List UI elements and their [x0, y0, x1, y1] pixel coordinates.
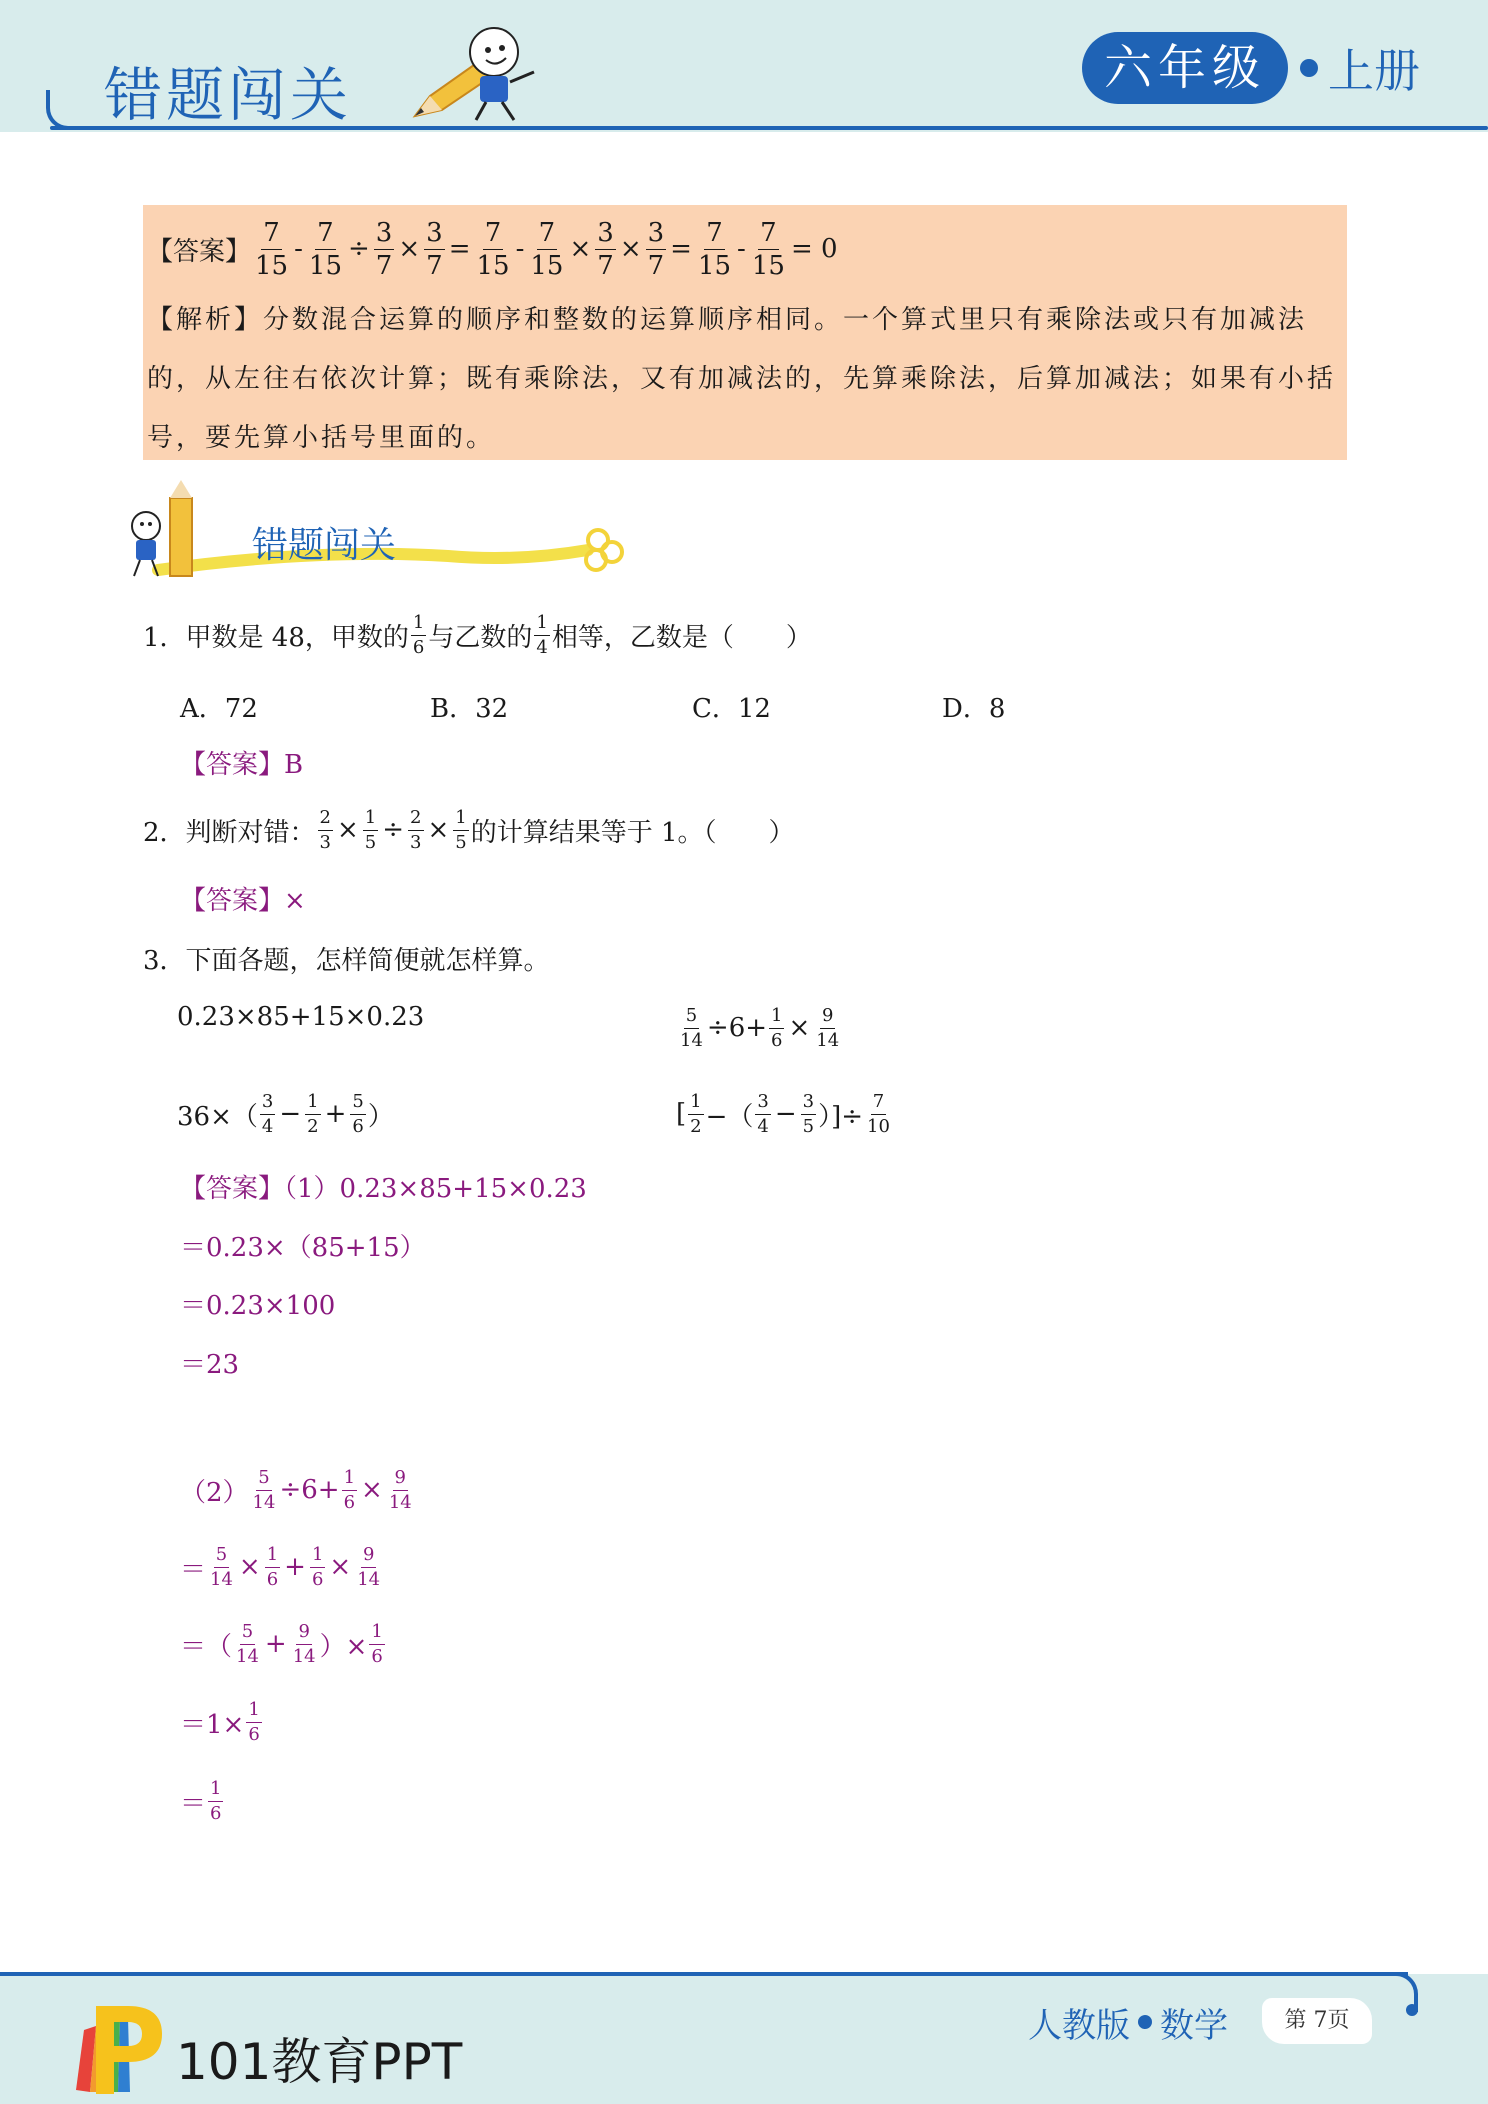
- edition-label: 人教版: [1028, 2005, 1130, 2046]
- fraction: $\frac{7}{15}$: [476, 217, 510, 281]
- fraction: $\frac{7}{15}$: [530, 217, 564, 281]
- answer-q3-line: ＝（ $\frac{5}{14}$ + $\frac{9}{14}$ ）× $\frac{1}{6}$: [180, 1620, 383, 1667]
- answer-q3-line: ＝ $\frac{5}{14}$ × $\frac{1}{6}$ + $\frac{1}{6}$ × $\frac{9}{14}$: [180, 1543, 381, 1590]
- choice-c: C．12: [692, 694, 771, 724]
- answer-expression: 【答案】 $\frac{7}{15}$ - $\frac{7}{15}$ ÷ $\frac{3}{7}$ × $\frac{3}{7}$ = $\frac{7}{15}$ - $\frac{7}{15}$ × $\frac{3}{7}$ × $\frac{3}{7}$ = $\frac{7}{15}$ - $\frac{7}{15}$ = 0: [147, 217, 838, 281]
- fraction: $\frac{1}{6}$: [266, 1543, 279, 1590]
- answer-q3-line: ＝0.23×100: [180, 1291, 336, 1321]
- brand-name: 101教育PPT: [176, 2033, 463, 2091]
- grade-label: 六年级: [1082, 32, 1288, 104]
- subject-label: 数学: [1160, 2005, 1228, 2046]
- fraction: $\frac{7}{15}$: [751, 217, 785, 281]
- fraction: $\frac{7}{15}$: [308, 217, 342, 281]
- fraction: $\frac{1}{2}$: [690, 1090, 702, 1137]
- fraction: $\frac{3}{7}$: [647, 217, 665, 281]
- fraction: $\frac{1}{4}$: [536, 611, 548, 658]
- choice-d: D．8: [942, 694, 1006, 724]
- fraction: $\frac{1}{6}$: [371, 1620, 383, 1667]
- separator-dot-icon: [1138, 2015, 1152, 2029]
- fraction: $\frac{3}{5}$: [802, 1090, 815, 1137]
- fraction: $\frac{1}{2}$: [307, 1090, 319, 1137]
- volume-label: 上册: [1328, 44, 1421, 98]
- expr-4: [ $\frac{1}{2}$ −（ $\frac{3}{4}$ − $\frac{3}{5}$ ）]÷ $\frac{7}{10}$: [676, 1090, 890, 1137]
- fraction: $\frac{1}{5}$: [364, 806, 377, 853]
- footer-rule: [0, 1972, 1408, 1976]
- pencil-mascot-icon: [410, 18, 550, 124]
- question-2: 2．判断对错： $\frac{2}{3}$ × $\frac{1}{5}$ ÷ $\frac{2}{3}$ × $\frac{1}{5}$ 的计算结果等于 1。（ ）: [143, 806, 795, 853]
- answer-q3-line: （2） $\frac{5}{14}$ ÷6+ $\frac{1}{6}$ × $\frac{9}{14}$: [180, 1466, 412, 1513]
- footer-edition: [1028, 2000, 1228, 2044]
- fraction: $\frac{3}{4}$: [757, 1090, 769, 1137]
- fraction: $\frac{1}{5}$: [455, 806, 467, 853]
- fraction: $\frac{1}{6}$: [311, 1543, 324, 1590]
- explanation-text: 【解析】分数混合运算的顺序和整数的运算顺序相同。一个算式里只有乘除法或只有加减法的，从左往右依次计算；既有乘除法，又有加减法的，先算乘除法，后算加减法；如果有小括号，要先算小括号里面的。: [147, 305, 1337, 453]
- question-1: 1．甲数是 48，甲数的 $\frac{1}{6}$ 与乙数的 $\frac{1}{4}$ 相等，乙数是（ ）: [143, 611, 812, 658]
- expr-1: 0.23×85+15×0.23: [177, 1002, 425, 1032]
- answer-q1: 【答案】B: [180, 750, 304, 780]
- fraction: $\frac{3}{7}$: [375, 217, 393, 281]
- choice-a: A．72: [180, 694, 258, 724]
- header-title: 错题闯关: [104, 61, 353, 129]
- separator-dot-icon: [1300, 59, 1318, 77]
- fraction: $\frac{5}{14}$: [236, 1620, 259, 1667]
- choice-b: B．32: [430, 694, 509, 724]
- fraction: $\frac{5}{14}$: [210, 1543, 233, 1590]
- fraction: $\frac{1}{6}$: [412, 611, 425, 658]
- fraction: $\frac{1}{6}$: [343, 1466, 356, 1513]
- footer-dot-icon: [1406, 2004, 1418, 2016]
- fraction: $\frac{5}{14}$: [252, 1466, 276, 1513]
- fraction: $\frac{9}{14}$: [357, 1543, 381, 1590]
- fraction: $\frac{3}{4}$: [261, 1090, 274, 1137]
- fraction: $\frac{7}{15}$: [697, 217, 732, 281]
- brand-logo-icon: [66, 2000, 166, 2096]
- section-title: 错题闯关: [252, 525, 397, 566]
- previous-answer-box: [143, 205, 1347, 460]
- answer-q3-line: 【答案】（1）0.23×85+15×0.23: [180, 1174, 587, 1204]
- answer-q3-line: ＝ $\frac{1}{6}$: [180, 1777, 222, 1824]
- fraction: $\frac{5}{14}$: [680, 1004, 703, 1051]
- fraction: $\frac{7}{10}$: [867, 1090, 890, 1137]
- answer-q3-line: ＝0.23×（85+15）: [180, 1233, 426, 1263]
- fraction: $\frac{2}{3}$: [410, 806, 422, 853]
- expr-2: $\frac{5}{14}$ ÷6+ $\frac{1}{6}$ × $\frac{9}{14}$: [680, 1004, 840, 1051]
- fraction: $\frac{5}{6}$: [352, 1090, 364, 1137]
- expr-3: 36×（ $\frac{3}{4}$ − $\frac{1}{2}$ + $\frac{5}{6}$ ）: [177, 1090, 394, 1137]
- fraction: $\frac{7}{15}$: [255, 217, 289, 281]
- fraction: $\frac{1}{6}$: [771, 1004, 783, 1051]
- fraction: $\frac{9}{14}$: [388, 1466, 412, 1513]
- fraction: $\frac{1}{6}$: [248, 1698, 260, 1745]
- fraction: $\frac{2}{3}$: [319, 806, 331, 853]
- fraction: $\frac{9}{14}$: [292, 1620, 316, 1667]
- fraction: $\frac{1}{6}$: [210, 1777, 222, 1824]
- fraction: $\frac{3}{7}$: [597, 217, 614, 281]
- grade-badge: [1082, 32, 1420, 104]
- answer-q3-line: ＝23: [180, 1350, 240, 1380]
- fraction: $\frac{3}{7}$: [426, 217, 443, 281]
- answer-q2: 【答案】×: [180, 886, 306, 916]
- answer-label: 【答案】: [147, 236, 252, 267]
- fraction: $\frac{9}{14}$: [816, 1004, 840, 1051]
- answer-q3-line: ＝1× $\frac{1}{6}$: [180, 1698, 260, 1745]
- page-number: 第 7页: [1262, 1998, 1372, 2044]
- question-3: 3．下面各题，怎样简便就怎样算。: [143, 946, 550, 976]
